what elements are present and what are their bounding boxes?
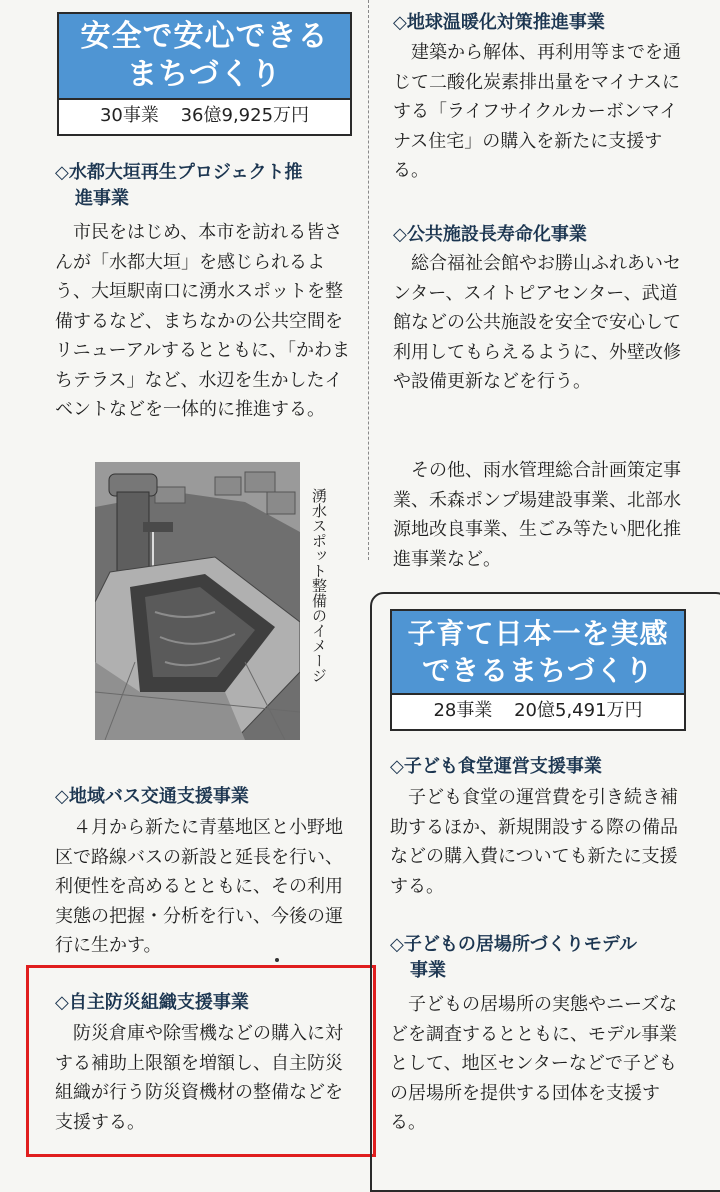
section-meta bbox=[392, 693, 684, 727]
item-body: ４月から新たに青墓地区と小野地区で路線バスの新設と延長を行い、利便性を高めるとともに、その利用実態の把握・分析を行い、今後の運行に生かす。 bbox=[55, 817, 343, 956]
item-body: 総合福祉会館やお勝山ふれあいセンター、スイトピアセンター、武道館などの公共施設を安全で安心して利用してもらえるように、外壁改修や設備更新などを行う。 bbox=[393, 253, 681, 392]
item-body: 子ども食堂の運営費を引き続き補助するほか、新規開設する際の備品などの購入費についても新たに支援する。 bbox=[390, 787, 678, 897]
section-title-line2: できるまちづくり bbox=[422, 654, 654, 687]
decorative-dot bbox=[275, 958, 279, 962]
item-body: 市民をはじめ、本市を訪れる皆さんが「水都大垣」を感じられるよう、大垣駅南口に湧水スポットを整備するなど、まちなかの公共空間をリニューアルするとともに、「かわまちテラス」など、水辺を生かしたイベントなどを一体的に推進する。 bbox=[55, 222, 351, 420]
item-body: 建築から解体、再利用等までを通じて二酸化炭素排出量をマイナスにする「ライフサイクルカーボンマイナス住宅」の購入を新たに支援する。 bbox=[393, 42, 681, 181]
section-title bbox=[59, 14, 350, 98]
item-heading-line2: 事業 bbox=[410, 960, 446, 981]
item-heading bbox=[390, 932, 710, 984]
section-title-line1: 子育て日本一を実感 bbox=[407, 617, 669, 650]
item-heading: ◇地域バス交通支援事業 bbox=[55, 786, 249, 807]
spring-spot-photo bbox=[95, 462, 300, 740]
section-childcare-header bbox=[390, 609, 686, 731]
other-projects-text: その他、雨水管理総合計画策定事業、禾森ポンプ場建設事業、北部水源地改良事業、生ごみ等たい肥化推進事業など。 bbox=[393, 460, 681, 570]
photo-caption: 湧水スポット整備のイメージ bbox=[310, 488, 328, 683]
item-heading: ◇子ども食堂運営支援事業 bbox=[390, 756, 602, 777]
item-heading: ◇地球温暖化対策推進事業 bbox=[393, 12, 605, 33]
column-divider bbox=[368, 0, 369, 560]
item-heading-line1: ◇水都大垣再生プロジェクト推 bbox=[55, 162, 303, 183]
item-body: 子どもの居場所の実態やニーズなどを調査するとともに、モデル事業として、地区センターなどで子どもの居場所を提供する団体を支援する。 bbox=[390, 994, 678, 1133]
section-meta bbox=[59, 98, 350, 132]
section-title-line1: 安全で安心できる bbox=[80, 19, 329, 54]
section-title-line2: まちづくり bbox=[127, 57, 282, 92]
item-heading-line1: ◇子どもの居場所づくりモデル bbox=[390, 934, 637, 955]
item-body: 防災倉庫や除雪機などの購入に対する補助上限額を増額し、自主防災組織が行う防災資機材の整備などを支援する。 bbox=[55, 1023, 343, 1133]
item-heading bbox=[55, 160, 365, 212]
budget-amount: 20億5,491万円 bbox=[514, 700, 643, 721]
fountain-image bbox=[95, 462, 300, 740]
section-title bbox=[392, 611, 684, 693]
section-safe-city-header bbox=[57, 12, 352, 136]
project-count: 28事業 bbox=[433, 700, 493, 721]
project-count: 30事業 bbox=[99, 105, 159, 126]
item-heading: ◇自主防災組織支援事業 bbox=[55, 992, 249, 1013]
budget-amount: 36億9,925万円 bbox=[180, 105, 310, 126]
item-heading: ◇公共施設長寿命化事業 bbox=[393, 224, 587, 245]
item-heading-line2: 進事業 bbox=[75, 188, 129, 209]
